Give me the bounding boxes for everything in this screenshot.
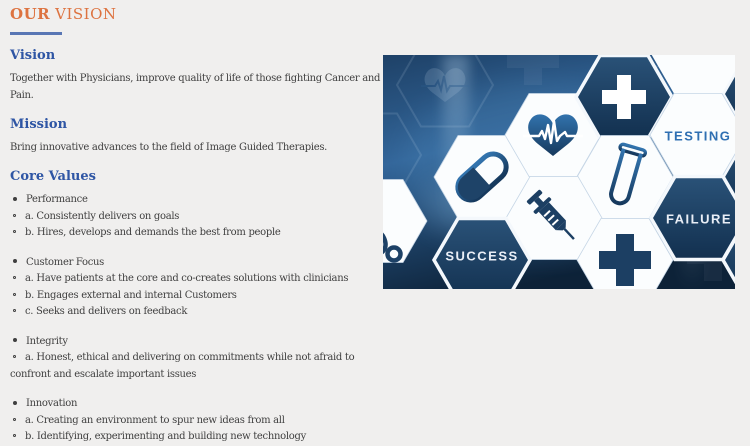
mission-body: Bring innovative advances to the field of Image Guided Therapies.	[10, 142, 328, 153]
list-item-label: Innovation	[26, 398, 78, 409]
page-title-accent: OUR	[10, 5, 51, 23]
bullet-disc-icon	[13, 401, 17, 405]
bullet-disc-icon	[13, 259, 17, 263]
list-item-label: Performance	[26, 194, 88, 205]
vision-content	[10, 5, 390, 446]
bullet-circle-icon	[13, 309, 16, 312]
list-item	[10, 209, 390, 226]
core-value-group-innovation	[10, 396, 390, 446]
core-values-heading: Core Values	[10, 169, 96, 184]
mission-heading: Mission	[10, 117, 68, 132]
bullet-circle-icon	[13, 276, 16, 279]
list-item	[10, 271, 390, 288]
list-item-label: c. Seeks and delivers on feedback	[25, 306, 188, 317]
list-item	[10, 288, 390, 305]
list-item	[10, 334, 390, 351]
bullet-circle-icon	[13, 355, 16, 358]
core-value-group-customer-focus	[10, 255, 390, 321]
failure-label: FAILURE	[665, 211, 733, 227]
vision-heading: Vision	[10, 48, 56, 63]
list-item-label: a. Have patients at the core and co-creates solutions with clinicians	[25, 273, 349, 284]
vision-body: Together with Physicians, improve quality of life of those fighting Cancer and Pain.	[10, 73, 381, 101]
list-item-label: b. Identifying, experimenting and building new technology	[25, 431, 306, 442]
list-item	[10, 413, 390, 430]
bullet-circle-icon	[13, 214, 16, 217]
list-item	[10, 350, 390, 383]
list-item-label: b. Engages external and internal Customers	[25, 289, 237, 301]
list-item-label: Customer Focus	[26, 256, 105, 268]
list-item	[10, 225, 390, 242]
list-item-label: a. Honest, ethical and delivering on commitments while not afraid to confront and escalate important issues	[10, 352, 355, 380]
page-title	[10, 5, 390, 23]
hero-image	[383, 55, 735, 289]
list-item	[10, 255, 390, 272]
list-item-label: a. Creating an environment to spur new ideas from all	[25, 414, 285, 426]
bullet-circle-icon	[13, 293, 16, 296]
bullet-disc-icon	[13, 338, 17, 342]
success-label: SUCCESS	[445, 248, 519, 264]
bullet-circle-icon	[13, 434, 16, 437]
list-item-label: b. Hires, develops and demands the best from people	[25, 227, 281, 238]
list-item	[10, 429, 390, 446]
page-title-rest: VISION	[55, 5, 117, 23]
bullet-circle-icon	[13, 230, 16, 233]
list-item	[10, 192, 390, 209]
list-item	[10, 396, 390, 413]
bullet-disc-icon	[13, 197, 17, 201]
list-item-label: Integrity	[26, 335, 68, 347]
core-value-group-performance	[10, 192, 390, 242]
testing-label: TESTING	[664, 128, 732, 144]
list-item	[10, 304, 390, 321]
list-item-label: a. Consistently delivers on goals	[25, 210, 180, 222]
bullet-circle-icon	[13, 418, 16, 421]
title-underline	[10, 32, 62, 35]
core-values-list	[10, 192, 390, 446]
core-value-group-integrity	[10, 334, 390, 384]
